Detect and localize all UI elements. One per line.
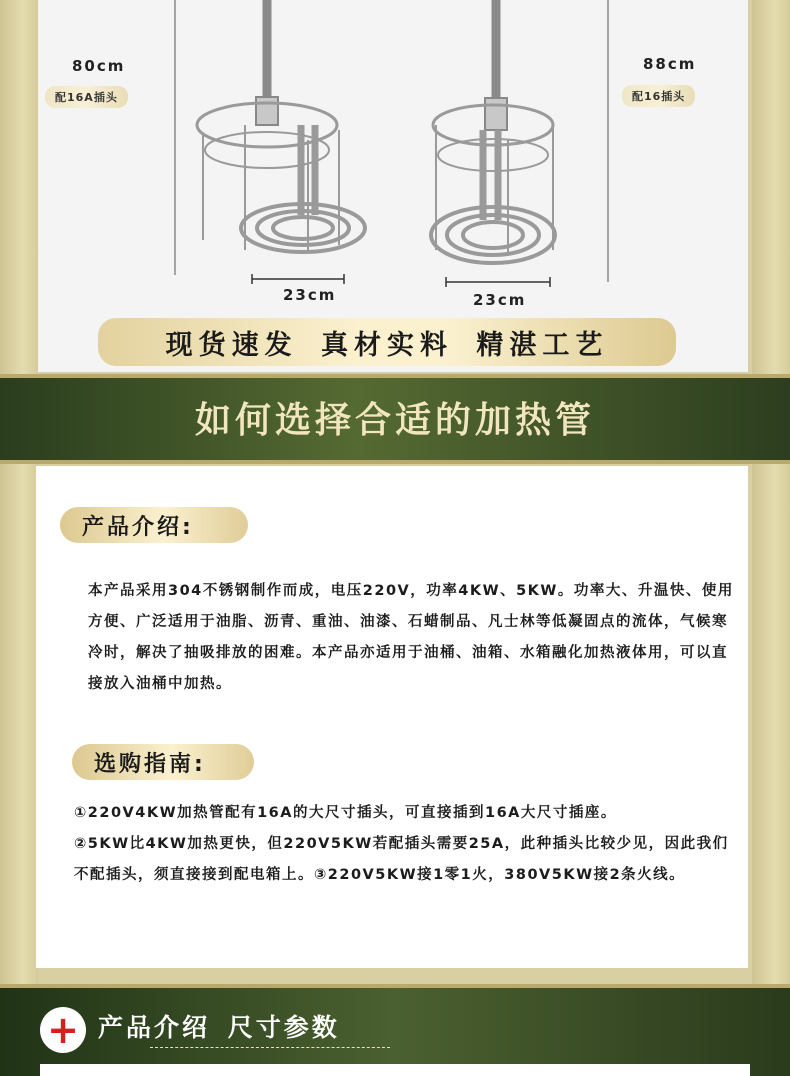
bottom-section-title: 产品介绍 尺寸参数 [98, 1013, 340, 1042]
heater-illustration [38, 0, 748, 372]
right-height-label: 88cm [643, 55, 697, 73]
section-title: 如何选择合适的加热管 [194, 400, 595, 441]
plus-icon-circle [40, 1007, 86, 1053]
left-plug-tag: 配16A插头 [45, 86, 128, 108]
intro-text: 本产品采用304不锈钢制作而成，电压220V，功率4KW、5KW。功率大、升温快、使用方便、广泛适用于油脂、沥青、重油、油漆、石蜡制品、凡士林等低凝固点的流体，气候寒冷时，解决了抽吸排放的困难。本产品亦适用于油桶、油箱、水箱融化加热液体用，可以直接放入油桶中加热。 [88, 583, 734, 692]
guide-line-2: ②5KW比4KW加热更快，但220V5KW若配插头需要25A，此种插头比较少见，因此我们不配插头，须直接接到配电箱上。③220V5KW接1零1火，380V5KW接2条火线。 [74, 836, 729, 883]
left-heater-drawing [197, 0, 365, 252]
right-width-label: 23cm [473, 291, 527, 309]
plus-icon: + [47, 1008, 79, 1052]
right-heater-drawing [431, 0, 555, 263]
slogan-banner: 现货速发 真材实料 精湛工艺 [98, 318, 676, 366]
bottom-content-start [40, 1064, 750, 1076]
right-border-strip [752, 0, 790, 1076]
guide-line-1: ①220V4KW加热管配有16A的大尺寸插头，可直接插到16A大尺寸插座。 [74, 805, 617, 821]
right-plug-tag: 配16插头 [622, 85, 695, 107]
left-border-strip [0, 0, 38, 1076]
bottom-title-underline [150, 1047, 390, 1048]
intro-heading: 产品介绍: [60, 507, 248, 543]
left-height-label: 80cm [72, 57, 126, 75]
guide-heading: 选购指南: [72, 744, 254, 780]
product-photo [38, 0, 748, 372]
left-width-label: 23cm [283, 286, 337, 304]
